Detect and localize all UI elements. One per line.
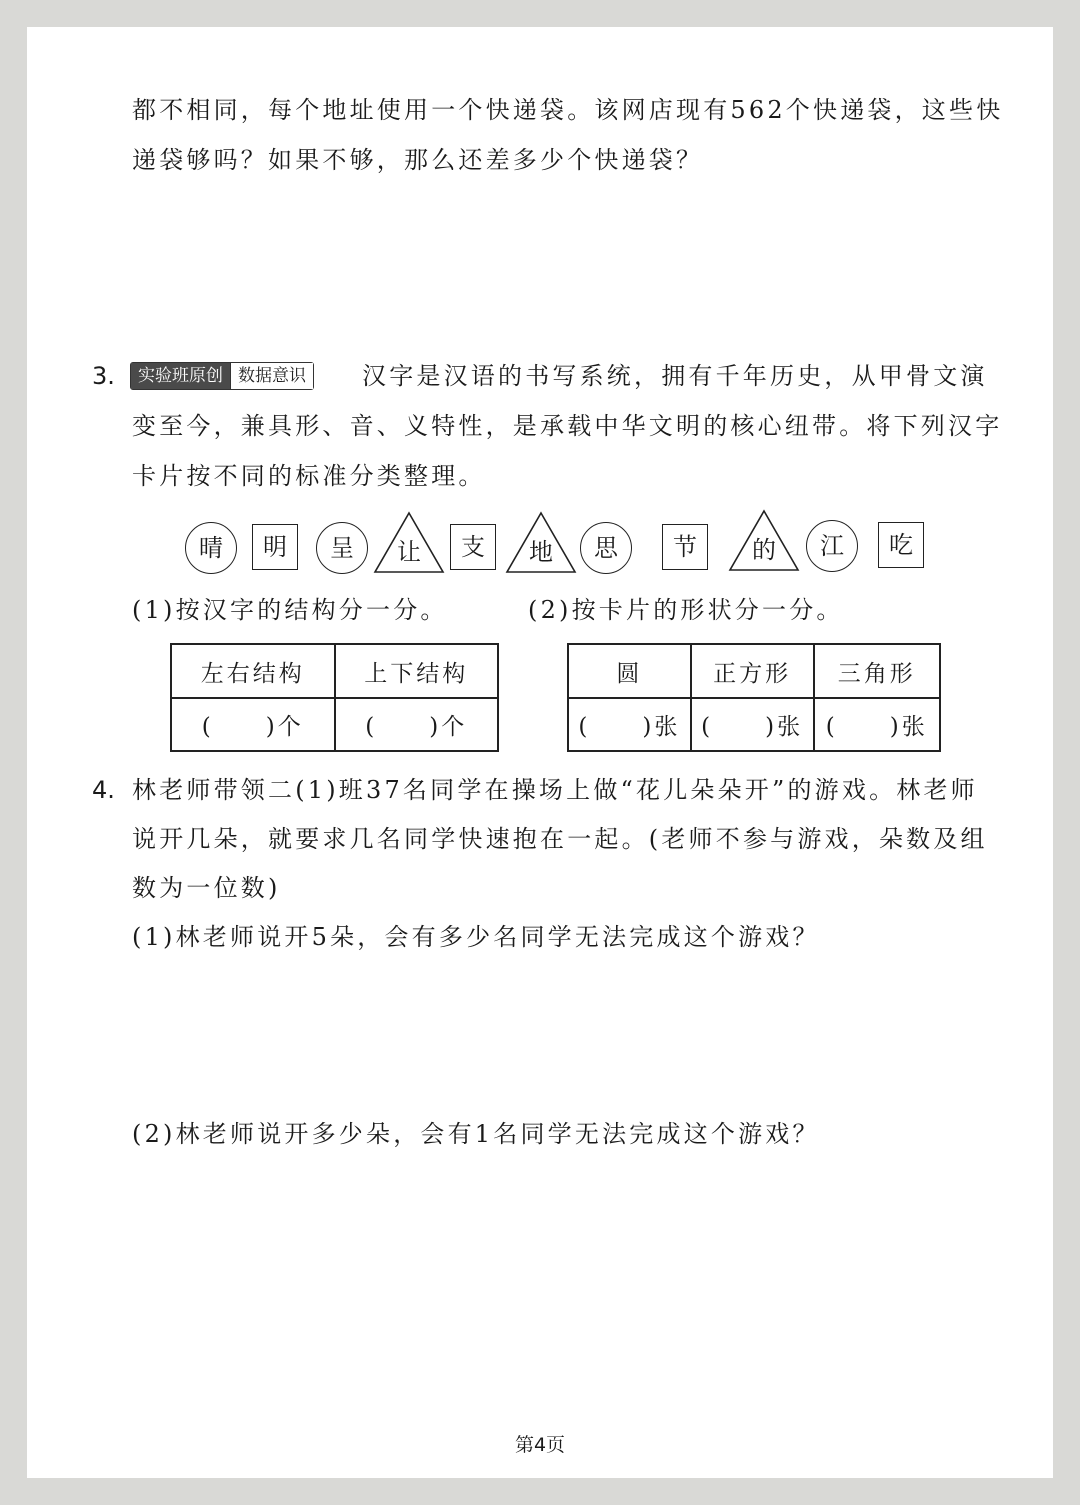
problem4-sub2: (2)林老师说开多少朵，会有1名同学无法完成这个游戏？ [132,1120,820,1148]
problem3-sub1: (1)按汉字的结构分一分。 [132,596,448,624]
card-triangle: 的 [728,508,800,572]
structure-table [170,643,499,752]
page-number: 第4页 [514,1434,566,1456]
card-square: 支 [450,524,496,570]
problem4-sub1: (1)林老师说开5朵，会有多少名同学无法完成这个游戏？ [132,923,820,951]
header-triangle: 三角形 [814,644,941,698]
card-triangle: 让 [373,510,445,574]
problem4-line3: 数为一位数) [132,874,281,902]
header-left-right: 左右结构 [171,644,335,698]
worksheet-page [27,27,1053,1478]
header-circle: 圆 [568,644,691,698]
answer-cell[interactable]: ( )个 [171,698,335,751]
card-circle: 江 [806,520,858,572]
problem2-line1: 都不相同，每个地址使用一个快递袋。该网店现有562个快递袋，这些快 [132,96,1004,124]
problem2-line2: 递袋够吗？如果不够，那么还差多少个快递袋？ [132,146,704,174]
problem4-line1: 林老师带领二(1)班37名同学在操场上做“花儿朵朵开”的游戏。林老师 [132,776,978,804]
card-circle: 思 [580,522,632,574]
tag-original: 实验班原创 [131,363,230,389]
shape-table [567,643,941,752]
card-circle: 晴 [185,522,237,574]
header-square: 正方形 [691,644,814,698]
card-square: 明 [252,524,298,570]
problem3-tags [130,362,314,390]
card-square: 节 [662,524,708,570]
problem3-sub2: (2)按卡片的形状分一分。 [528,596,844,624]
card-circle: 呈 [316,522,368,574]
problem4-line2: 说开几朵，就要求几名同学快速抱在一起。(老师不参与游戏，朵数及组 [132,825,988,853]
header-top-bottom: 上下结构 [335,644,499,698]
problem3-number: 3. [92,362,115,390]
answer-cell[interactable]: ( )个 [335,698,499,751]
problem3-line2: 变至今，兼具形、音、义特性，是承载中华文明的核心纽带。将下列汉字 [132,412,1003,440]
answer-cell[interactable]: ( )张 [691,698,814,751]
problem3-line1: 汉字是汉语的书写系统，拥有千年历史，从甲骨文演 [362,362,988,390]
tag-skill: 数据意识 [230,363,313,389]
problem3-line3: 卡片按不同的标准分类整理。 [132,462,486,490]
card-triangle: 地 [505,510,577,574]
answer-cell[interactable]: ( )张 [814,698,941,751]
card-square: 吃 [878,522,924,568]
answer-cell[interactable]: ( )张 [568,698,691,751]
problem4-number: 4. [92,776,115,804]
